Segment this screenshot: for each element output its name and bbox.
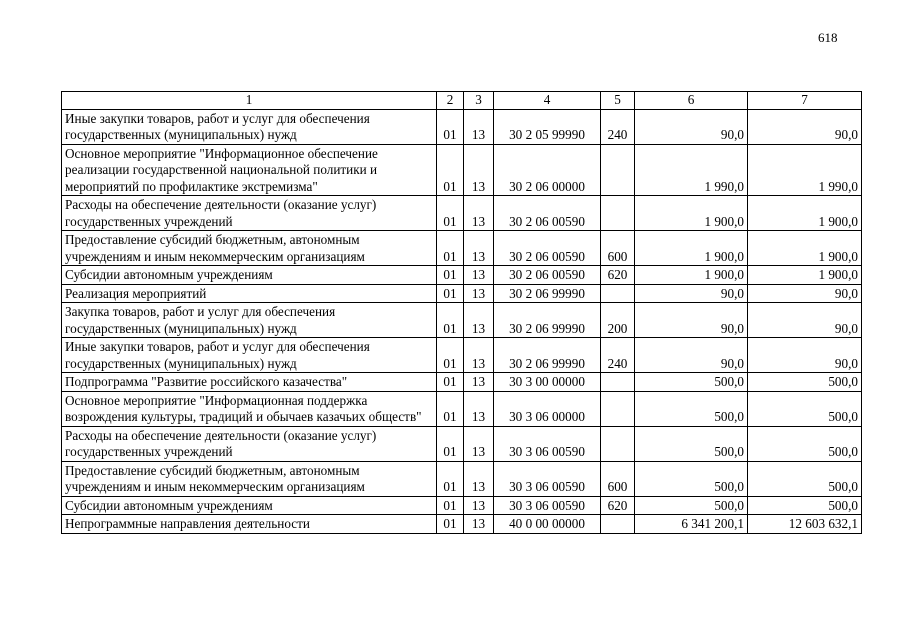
expense-type-cell: 600 bbox=[601, 231, 635, 266]
amount-year2-cell: 90,0 bbox=[748, 303, 862, 338]
subsection-code-cell: 13 bbox=[464, 373, 494, 392]
target-article-cell: 30 3 06 00590 bbox=[494, 426, 601, 461]
header-cell-7: 7 bbox=[748, 92, 862, 110]
amount-year1-cell: 90,0 bbox=[635, 338, 748, 373]
table-row bbox=[62, 461, 862, 496]
expense-name-cell: Расходы на обеспечение деятельности (оказание услуг) государственных учреждений bbox=[62, 196, 437, 231]
expense-type-cell: 240 bbox=[601, 109, 635, 144]
amount-year2-cell: 12 603 632,1 bbox=[748, 515, 862, 534]
amount-year1-cell: 500,0 bbox=[635, 391, 748, 426]
expense-name-cell: Основное мероприятие "Информационное обеспечение реализации государственной национальной политики и мероприятий по профилактике экстремизма" bbox=[62, 144, 437, 196]
subsection-code-cell: 13 bbox=[464, 426, 494, 461]
table-row bbox=[62, 338, 862, 373]
section-code-cell: 01 bbox=[437, 461, 464, 496]
expense-type-cell bbox=[601, 426, 635, 461]
amount-year2-cell: 1 900,0 bbox=[748, 196, 862, 231]
section-code-cell: 01 bbox=[437, 109, 464, 144]
header-cell-5: 5 bbox=[601, 92, 635, 110]
table-row bbox=[62, 373, 862, 392]
table-row bbox=[62, 496, 862, 515]
subsection-code-cell: 13 bbox=[464, 196, 494, 231]
section-code-cell: 01 bbox=[437, 284, 464, 303]
amount-year2-cell: 500,0 bbox=[748, 373, 862, 392]
amount-year2-cell: 500,0 bbox=[748, 391, 862, 426]
header-cell-3: 3 bbox=[464, 92, 494, 110]
amount-year1-cell: 1 900,0 bbox=[635, 196, 748, 231]
subsection-code-cell: 13 bbox=[464, 461, 494, 496]
subsection-code-cell: 13 bbox=[464, 231, 494, 266]
amount-year1-cell: 500,0 bbox=[635, 426, 748, 461]
section-code-cell: 01 bbox=[437, 426, 464, 461]
table-row bbox=[62, 391, 862, 426]
section-code-cell: 01 bbox=[437, 391, 464, 426]
subsection-code-cell: 13 bbox=[464, 109, 494, 144]
amount-year2-cell: 1 900,0 bbox=[748, 266, 862, 285]
section-code-cell: 01 bbox=[437, 231, 464, 266]
amount-year2-cell: 500,0 bbox=[748, 461, 862, 496]
expense-type-cell bbox=[601, 515, 635, 534]
target-article-cell: 30 2 06 99990 bbox=[494, 284, 601, 303]
target-article-cell: 30 3 00 00000 bbox=[494, 373, 601, 392]
table-row bbox=[62, 303, 862, 338]
table-row bbox=[62, 426, 862, 461]
expense-name-cell: Подпрограмма "Развитие российского казачества" bbox=[62, 373, 437, 392]
header-cell-4: 4 bbox=[494, 92, 601, 110]
header-cell-2: 2 bbox=[437, 92, 464, 110]
target-article-cell: 30 2 06 99990 bbox=[494, 303, 601, 338]
table-row bbox=[62, 196, 862, 231]
amount-year1-cell: 1 900,0 bbox=[635, 266, 748, 285]
target-article-cell: 30 2 06 00590 bbox=[494, 266, 601, 285]
target-article-cell: 30 2 06 99990 bbox=[494, 338, 601, 373]
expense-name-cell: Расходы на обеспечение деятельности (оказание услуг) государственных учреждений bbox=[62, 426, 437, 461]
target-article-cell: 40 0 00 00000 bbox=[494, 515, 601, 534]
target-article-cell: 30 3 06 00590 bbox=[494, 496, 601, 515]
amount-year2-cell: 500,0 bbox=[748, 496, 862, 515]
table-row bbox=[62, 284, 862, 303]
table-row bbox=[62, 144, 862, 196]
subsection-code-cell: 13 bbox=[464, 144, 494, 196]
section-code-cell: 01 bbox=[437, 373, 464, 392]
expense-name-cell: Основное мероприятие "Информационная поддержка возрождения культуры, традиций и обычаев казачьих обществ" bbox=[62, 391, 437, 426]
amount-year1-cell: 1 990,0 bbox=[635, 144, 748, 196]
section-code-cell: 01 bbox=[437, 303, 464, 338]
table-row bbox=[62, 231, 862, 266]
expense-type-cell bbox=[601, 373, 635, 392]
subsection-code-cell: 13 bbox=[464, 391, 494, 426]
expense-name-cell: Иные закупки товаров, работ и услуг для обеспечения государственных (муниципальных) нужд bbox=[62, 109, 437, 144]
expense-type-cell: 240 bbox=[601, 338, 635, 373]
section-code-cell: 01 bbox=[437, 196, 464, 231]
amount-year1-cell: 500,0 bbox=[635, 496, 748, 515]
table-row bbox=[62, 515, 862, 534]
expense-type-cell: 200 bbox=[601, 303, 635, 338]
section-code-cell: 01 bbox=[437, 144, 464, 196]
expense-name-cell: Закупка товаров, работ и услуг для обеспечения государственных (муниципальных) нужд bbox=[62, 303, 437, 338]
target-article-cell: 30 2 06 00590 bbox=[494, 196, 601, 231]
subsection-code-cell: 13 bbox=[464, 338, 494, 373]
expense-type-cell bbox=[601, 391, 635, 426]
amount-year1-cell: 90,0 bbox=[635, 284, 748, 303]
subsection-code-cell: 13 bbox=[464, 515, 494, 534]
expense-name-cell: Предоставление субсидий бюджетным, автономным учреждениям и иным некоммерческим организациям bbox=[62, 231, 437, 266]
target-article-cell: 30 2 06 00000 bbox=[494, 144, 601, 196]
expense-name-cell: Иные закупки товаров, работ и услуг для обеспечения государственных (муниципальных) нужд bbox=[62, 338, 437, 373]
expense-type-cell bbox=[601, 144, 635, 196]
amount-year2-cell: 1 900,0 bbox=[748, 231, 862, 266]
amount-year2-cell: 1 990,0 bbox=[748, 144, 862, 196]
header-cell-1: 1 bbox=[62, 92, 437, 110]
expense-type-cell bbox=[601, 196, 635, 231]
section-code-cell: 01 bbox=[437, 515, 464, 534]
section-code-cell: 01 bbox=[437, 338, 464, 373]
table-row bbox=[62, 266, 862, 285]
expense-name-cell: Реализация мероприятий bbox=[62, 284, 437, 303]
subsection-code-cell: 13 bbox=[464, 284, 494, 303]
target-article-cell: 30 3 06 00000 bbox=[494, 391, 601, 426]
target-article-cell: 30 3 06 00590 bbox=[494, 461, 601, 496]
amount-year2-cell: 90,0 bbox=[748, 284, 862, 303]
expense-type-cell: 600 bbox=[601, 461, 635, 496]
amount-year1-cell: 90,0 bbox=[635, 303, 748, 338]
amount-year1-cell: 6 341 200,1 bbox=[635, 515, 748, 534]
amount-year2-cell: 90,0 bbox=[748, 338, 862, 373]
section-code-cell: 01 bbox=[437, 496, 464, 515]
expense-type-cell bbox=[601, 284, 635, 303]
table-row bbox=[62, 109, 862, 144]
expense-name-cell: Непрограммные направления деятельности bbox=[62, 515, 437, 534]
amount-year1-cell: 500,0 bbox=[635, 373, 748, 392]
table-header-row bbox=[62, 92, 862, 110]
page-number: 618 bbox=[818, 30, 838, 45]
header-cell-6: 6 bbox=[635, 92, 748, 110]
expense-type-cell: 620 bbox=[601, 266, 635, 285]
amount-year1-cell: 1 900,0 bbox=[635, 231, 748, 266]
amount-year1-cell: 90,0 bbox=[635, 109, 748, 144]
subsection-code-cell: 13 bbox=[464, 303, 494, 338]
amount-year1-cell: 500,0 bbox=[635, 461, 748, 496]
expense-name-cell: Субсидии автономным учреждениям bbox=[62, 266, 437, 285]
section-code-cell: 01 bbox=[437, 266, 464, 285]
expense-name-cell: Предоставление субсидий бюджетным, автономным учреждениям и иным некоммерческим организациям bbox=[62, 461, 437, 496]
subsection-code-cell: 13 bbox=[464, 496, 494, 515]
target-article-cell: 30 2 05 99990 bbox=[494, 109, 601, 144]
expense-name-cell: Субсидии автономным учреждениям bbox=[62, 496, 437, 515]
amount-year2-cell: 500,0 bbox=[748, 426, 862, 461]
target-article-cell: 30 2 06 00590 bbox=[494, 231, 601, 266]
subsection-code-cell: 13 bbox=[464, 266, 494, 285]
amount-year2-cell: 90,0 bbox=[748, 109, 862, 144]
expense-type-cell: 620 bbox=[601, 496, 635, 515]
budget-table bbox=[61, 91, 862, 534]
